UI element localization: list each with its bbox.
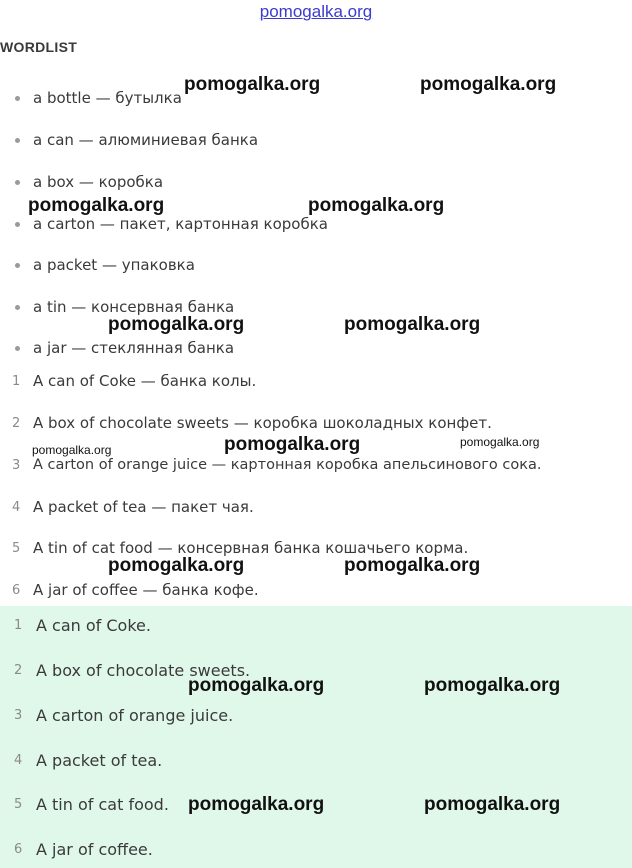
translation-text: A carton of orange juice — картонная коробка апельсинового сока.: [33, 457, 542, 473]
answer-text: A jar of coffee.: [36, 839, 153, 859]
watermark: pomogalka.org: [460, 435, 540, 449]
answer-item: [0, 701, 233, 729]
translation-item: [0, 368, 256, 394]
wordlist-item: [0, 85, 182, 111]
watermark: pomogalka.org: [188, 675, 325, 696]
wordlist-item-text: a jar — стеклянная банка: [33, 339, 235, 357]
answer-text: A can of Coke.: [36, 615, 151, 635]
item-number: 2: [14, 662, 23, 678]
watermark: pomogalka.org: [108, 314, 245, 335]
wordlist-item-text: a packet — упаковка: [33, 256, 195, 274]
translation-text: A can of Coke — банка колы.: [33, 372, 257, 390]
item-number: 6: [14, 841, 23, 857]
translation-item: [0, 410, 492, 436]
translation-item: [0, 577, 259, 603]
watermark: pomogalka.org: [424, 794, 561, 815]
bullet-icon: [15, 263, 20, 268]
item-number: 1: [14, 617, 23, 633]
answer-item: [0, 746, 162, 774]
watermark: pomogalka.org: [28, 195, 165, 216]
answer-text: A box of chocolate sweets.: [36, 660, 251, 680]
watermark: pomogalka.org: [224, 434, 361, 455]
item-number: 4: [12, 499, 21, 515]
bullet-icon: [15, 346, 20, 351]
translation-text: A packet of tea — пакет чая.: [33, 498, 254, 516]
wordlist-item: [0, 335, 234, 361]
answers-panel: [0, 606, 632, 868]
bullet-icon: [15, 180, 20, 185]
item-number: 5: [14, 796, 23, 812]
bullet-icon: [15, 138, 20, 143]
watermark: pomogalka.org: [32, 443, 112, 457]
watermark: pomogalka.org: [420, 74, 557, 95]
item-number: 4: [14, 752, 23, 768]
wordlist-item-text: a can — алюминиевая банка: [33, 131, 259, 149]
watermark: pomogalka.org: [188, 794, 325, 815]
wordlist-item-text: a box — коробка: [33, 173, 164, 191]
bullet-icon: [15, 96, 20, 101]
wordlist-item: [0, 252, 195, 278]
wordlist-item: [0, 169, 163, 195]
item-number: 3: [14, 707, 23, 723]
wordlist-item-text: a carton — пакет, картонная коробка: [33, 215, 328, 233]
wordlist-item: [0, 127, 258, 153]
wordlist-heading: WORDLIST: [0, 39, 78, 55]
watermark: pomogalka.org: [184, 74, 321, 95]
answer-text: A packet of tea.: [36, 750, 163, 770]
translation-item: [0, 494, 254, 520]
translation-text: A tin of cat food — консервная банка кошачьего корма.: [33, 539, 469, 557]
translation-text: A jar of coffee — банка кофе.: [33, 581, 259, 599]
bullet-icon: [15, 222, 20, 227]
answer-text: A tin of cat food.: [36, 794, 169, 814]
item-number: 5: [12, 540, 21, 556]
wordlist-item-text: a tin — консервная банка: [33, 298, 235, 316]
wordlist-item-text: a bottle — бутылка: [33, 89, 182, 107]
watermark: pomogalka.org: [424, 675, 561, 696]
item-number: 1: [12, 373, 21, 389]
answer-item: [0, 790, 169, 818]
item-number: 6: [12, 582, 21, 598]
translation-text: A box of chocolate sweets — коробка шоколадных конфет.: [33, 414, 492, 432]
site-link[interactable]: pomogalka.org: [259, 2, 373, 21]
answer-item: [0, 835, 153, 863]
watermark: pomogalka.org: [108, 555, 245, 576]
bullet-icon: [15, 305, 20, 310]
item-number: 2: [12, 415, 21, 431]
answer-text: A carton of orange juice.: [36, 705, 234, 725]
watermark: pomogalka.org: [344, 555, 481, 576]
watermark: pomogalka.org: [344, 314, 481, 335]
answer-item: [0, 611, 151, 639]
watermark: pomogalka.org: [308, 195, 445, 216]
item-number: 3: [12, 457, 21, 473]
